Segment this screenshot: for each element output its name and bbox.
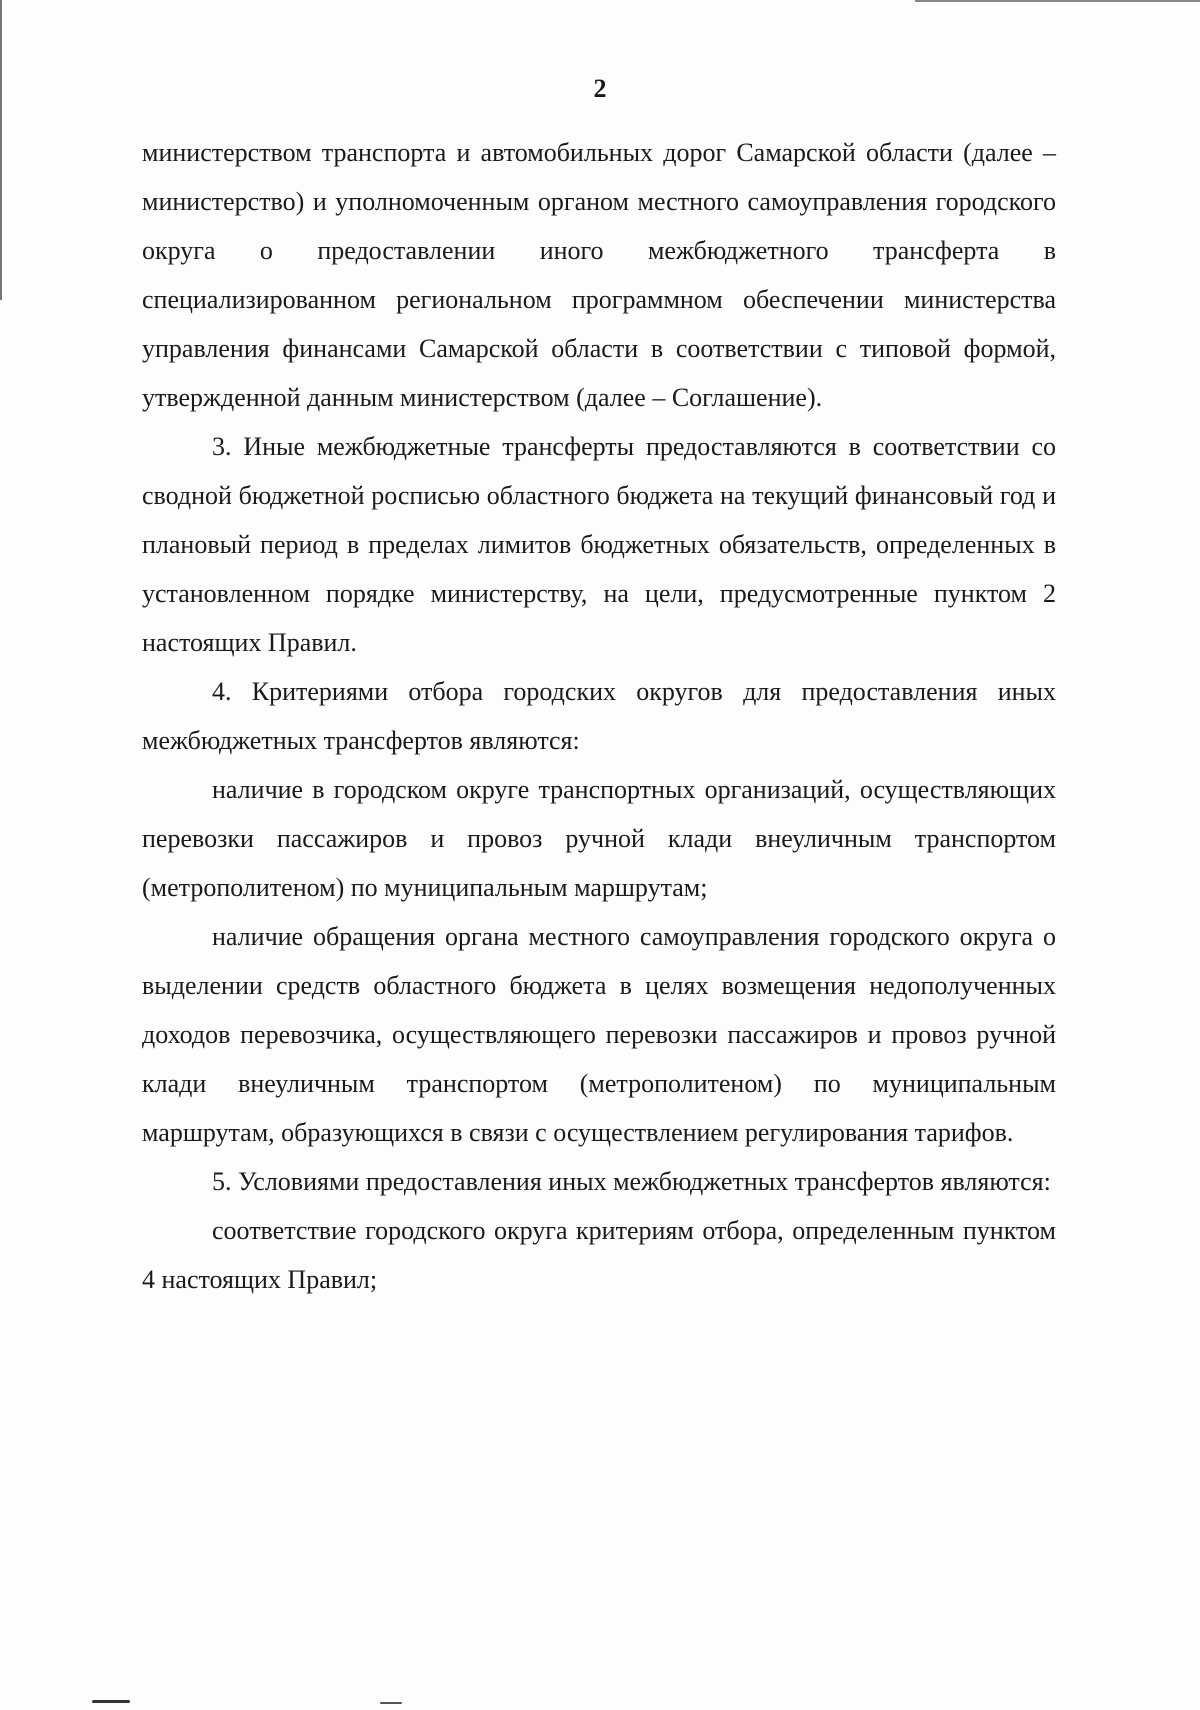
document-body (142, 128, 1056, 1304)
page-number: 2 (593, 74, 607, 103)
paragraph-continuation: министерством транспорта и автомобильных дорог Самарской области (далее – министерство) и уполномоченным органом местного самоуправления городского округа о предоставлении иного межбюджетного трансферта в специализированном региональном программном обеспечении министерства управления финансами Самарской области в соответствии с типовой формой, утвержденной данным министерством (далее – Соглашение). (142, 138, 1056, 412)
paragraph-criterion-1: наличие в городском округе транспортных организаций, осуществляющих перевозки пассажиров и провоз ручной клади внеуличным транспортом (метрополитеном) по муниципальным маршрутам; (142, 775, 1056, 902)
paragraph-clause-5: 5. Условиями предоставления иных межбюджетных трансфертов являются: (212, 1167, 1051, 1196)
scan-artifact-mark (380, 1702, 402, 1704)
paragraph-criterion-2: наличие обращения органа местного самоуправления городского округа о выделении средств областного бюджета в целях возмещения недополученных доходов перевозчика, осуществляющего перевозки пассажиров и провоз ручной клади внеуличным транспортом (метрополитеном) по муниципальным маршрутам, образующихся в связи с осуществлением регулирования тарифов. (142, 922, 1056, 1147)
paragraph-condition-1: соответствие городского округа критериям отбора, определенным пунктом 4 настоящих Правил; (142, 1216, 1056, 1294)
scan-artifact-mark (92, 1700, 130, 1703)
paragraph-clause-3: 3. Иные межбюджетные трансферты предоставляются в соответствии со сводной бюджетной росписью областного бюджета на текущий финансовый год и плановый период в пределах лимитов бюджетных обязательств, определенных в установленном порядке министерству, на цели, предусмотренные пунктом 2 настоящих Правил. (142, 432, 1056, 657)
paragraph-clause-4: 4. Критериями отбора городских округов для предоставления иных межбюджетных трансфертов являются: (142, 677, 1056, 755)
scan-edge-top (915, 0, 1200, 2)
scan-edge-left (0, 0, 2, 300)
